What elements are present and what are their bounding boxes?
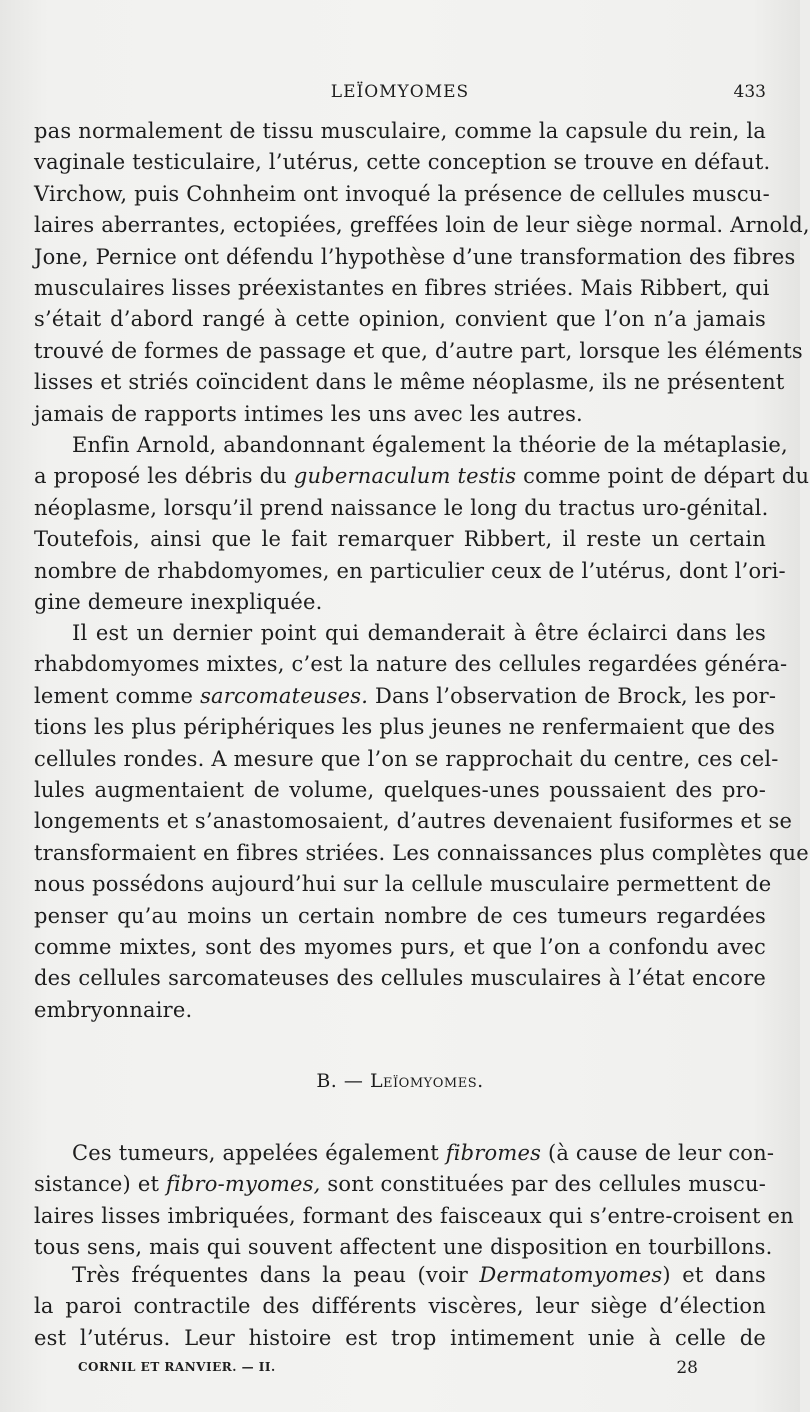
text-line: vaginale testiculaire, l’utérus, cette conception se trouve en défaut. — [34, 150, 771, 175]
running-header — [34, 80, 766, 106]
text-line: néoplasme, lorsqu’il prend naissance le long du tractus uro-génital. — [34, 495, 769, 520]
text-line: nombre de rhabdomyomes, en particulier ceux de l’utérus, dont l’ori- — [34, 558, 786, 583]
text-line: laires lisses imbriquées, formant des faisceaux qui s’entre-croisent en — [34, 1203, 794, 1228]
italic-term: fibromes — [445, 1141, 542, 1165]
text-line — [34, 461, 810, 492]
text-line: la paroi contractile des différents viscères, leur siège d’élection — [34, 1294, 766, 1319]
paragraph-2 — [34, 430, 810, 618]
signature-mark: CORNIL ET RANVIER. — II. — [78, 1360, 276, 1374]
text-line: Jone, Pernice ont défendu l’hypothèse d’une transformation des fibres — [34, 244, 796, 269]
text-line: jamais de rapports intimes les uns avec les autres. — [34, 401, 583, 426]
running-title: LEÏOMYOMES — [330, 82, 470, 102]
text-line: lules augmentaient de volume, quelques-unes poussaient des pro- — [34, 777, 766, 802]
text-line: rhabdomyomes mixtes, c’est la nature des cellules regardées généra- — [34, 652, 788, 677]
text-line: Virchow, puis Cohnheim ont invoqué la présence de cellules muscu- — [34, 181, 770, 206]
text-line — [34, 681, 777, 712]
text-line — [34, 1138, 775, 1169]
section-label: B. — — [316, 1070, 370, 1092]
text-line: lisses et striés coïncident dans le même néoplasme, ils ne présentent — [34, 370, 785, 395]
italic-term: sarcomateuses. — [200, 683, 369, 708]
text-line: est l’utérus. Leur histoire est trop intimement unie à celle de — [34, 1325, 766, 1350]
text-run: comme point de départ du — [516, 464, 810, 489]
sheet-number: 28 — [676, 1358, 698, 1378]
page-footer — [78, 1358, 698, 1380]
section-heading — [34, 1070, 766, 1092]
text-line: embryonnaire. — [34, 997, 193, 1022]
text-line: tous sens, mais qui souvent affectent une disposition en tourbillons. — [34, 1235, 773, 1260]
text-line: nous possédons aujourd’hui sur la cellule musculaire permettent de — [34, 872, 772, 897]
paragraph-1 — [34, 116, 810, 430]
text-run: (à cause de leur con- — [541, 1141, 775, 1165]
paragraph-5 — [34, 1260, 766, 1354]
italic-term: fibro-myomes, — [165, 1172, 321, 1197]
text-line: Il est un dernier point qui demanderait à être éclairci dans les — [72, 621, 766, 645]
text-line: cellules rondes. A mesure que l’on se rapprochait du centre, ces cel- — [34, 746, 779, 771]
text-line: laires aberrantes, ectopiées, greffées loin de leur siège normal. Arnold, — [34, 213, 810, 238]
text-line: Enfin Arnold, abandonnant également la théorie de la métaplasie, — [72, 433, 788, 457]
text-line: longements et s’anastomosaient, d’autres devenaient fusiformes et se — [34, 809, 793, 834]
italic-term: gubernaculum testis — [293, 464, 517, 489]
paragraph-3 — [34, 618, 809, 1026]
text-run: Dans l’observation de Brock, les por- — [368, 683, 777, 708]
text-run: sistance) et — [34, 1172, 166, 1197]
text-line: tions les plus périphériques les plus jeunes ne renfermaient que des — [34, 715, 776, 740]
text-run: ) et dans — [662, 1263, 766, 1287]
italic-term: Dermatomyomes — [479, 1263, 663, 1287]
text-run: sont constituées par des cellules muscu- — [320, 1172, 767, 1197]
text-line: des cellules sarcomateuses des cellules musculaires à l’état encore — [34, 966, 766, 991]
text-line — [34, 1260, 766, 1291]
text-line: trouvé de formes de passage et que, d’autre part, lorsque les éléments — [34, 338, 803, 363]
text-run: Ces tumeurs, appelées également — [72, 1141, 446, 1165]
text-line: penser qu’au moins un certain nombre de ces tumeurs regardées — [34, 903, 766, 928]
text-line: s’était d’abord rangé à cette opinion, convient que l’on n’a jamais — [34, 307, 766, 332]
text-line — [34, 1169, 766, 1200]
section-title: Leïomyomes. — [369, 1070, 484, 1092]
page-number: 433 — [733, 82, 766, 102]
text-line: musculaires lisses préexistantes en fibres striées. Mais Ribbert, qui — [34, 275, 770, 300]
text-line: pas normalement de tissu musculaire, comme la capsule du rein, la — [34, 119, 766, 143]
text-line: comme mixtes, sont des myomes purs, et que l’on a confondu avec — [34, 934, 766, 959]
paragraph-4 — [34, 1138, 794, 1264]
text-line: Toutefois, ainsi que le fait remarquer Ribbert, il reste un certain — [34, 527, 766, 552]
text-run: Très fréquentes dans la peau (voir — [72, 1263, 480, 1287]
text-line: gine demeure inexpliquée. — [34, 589, 323, 614]
text-line: transformaient en fibres striées. Les connaissances plus complètes que — [34, 840, 809, 865]
text-run: a proposé les débris du — [34, 464, 294, 489]
text-run: lement comme — [34, 683, 201, 708]
